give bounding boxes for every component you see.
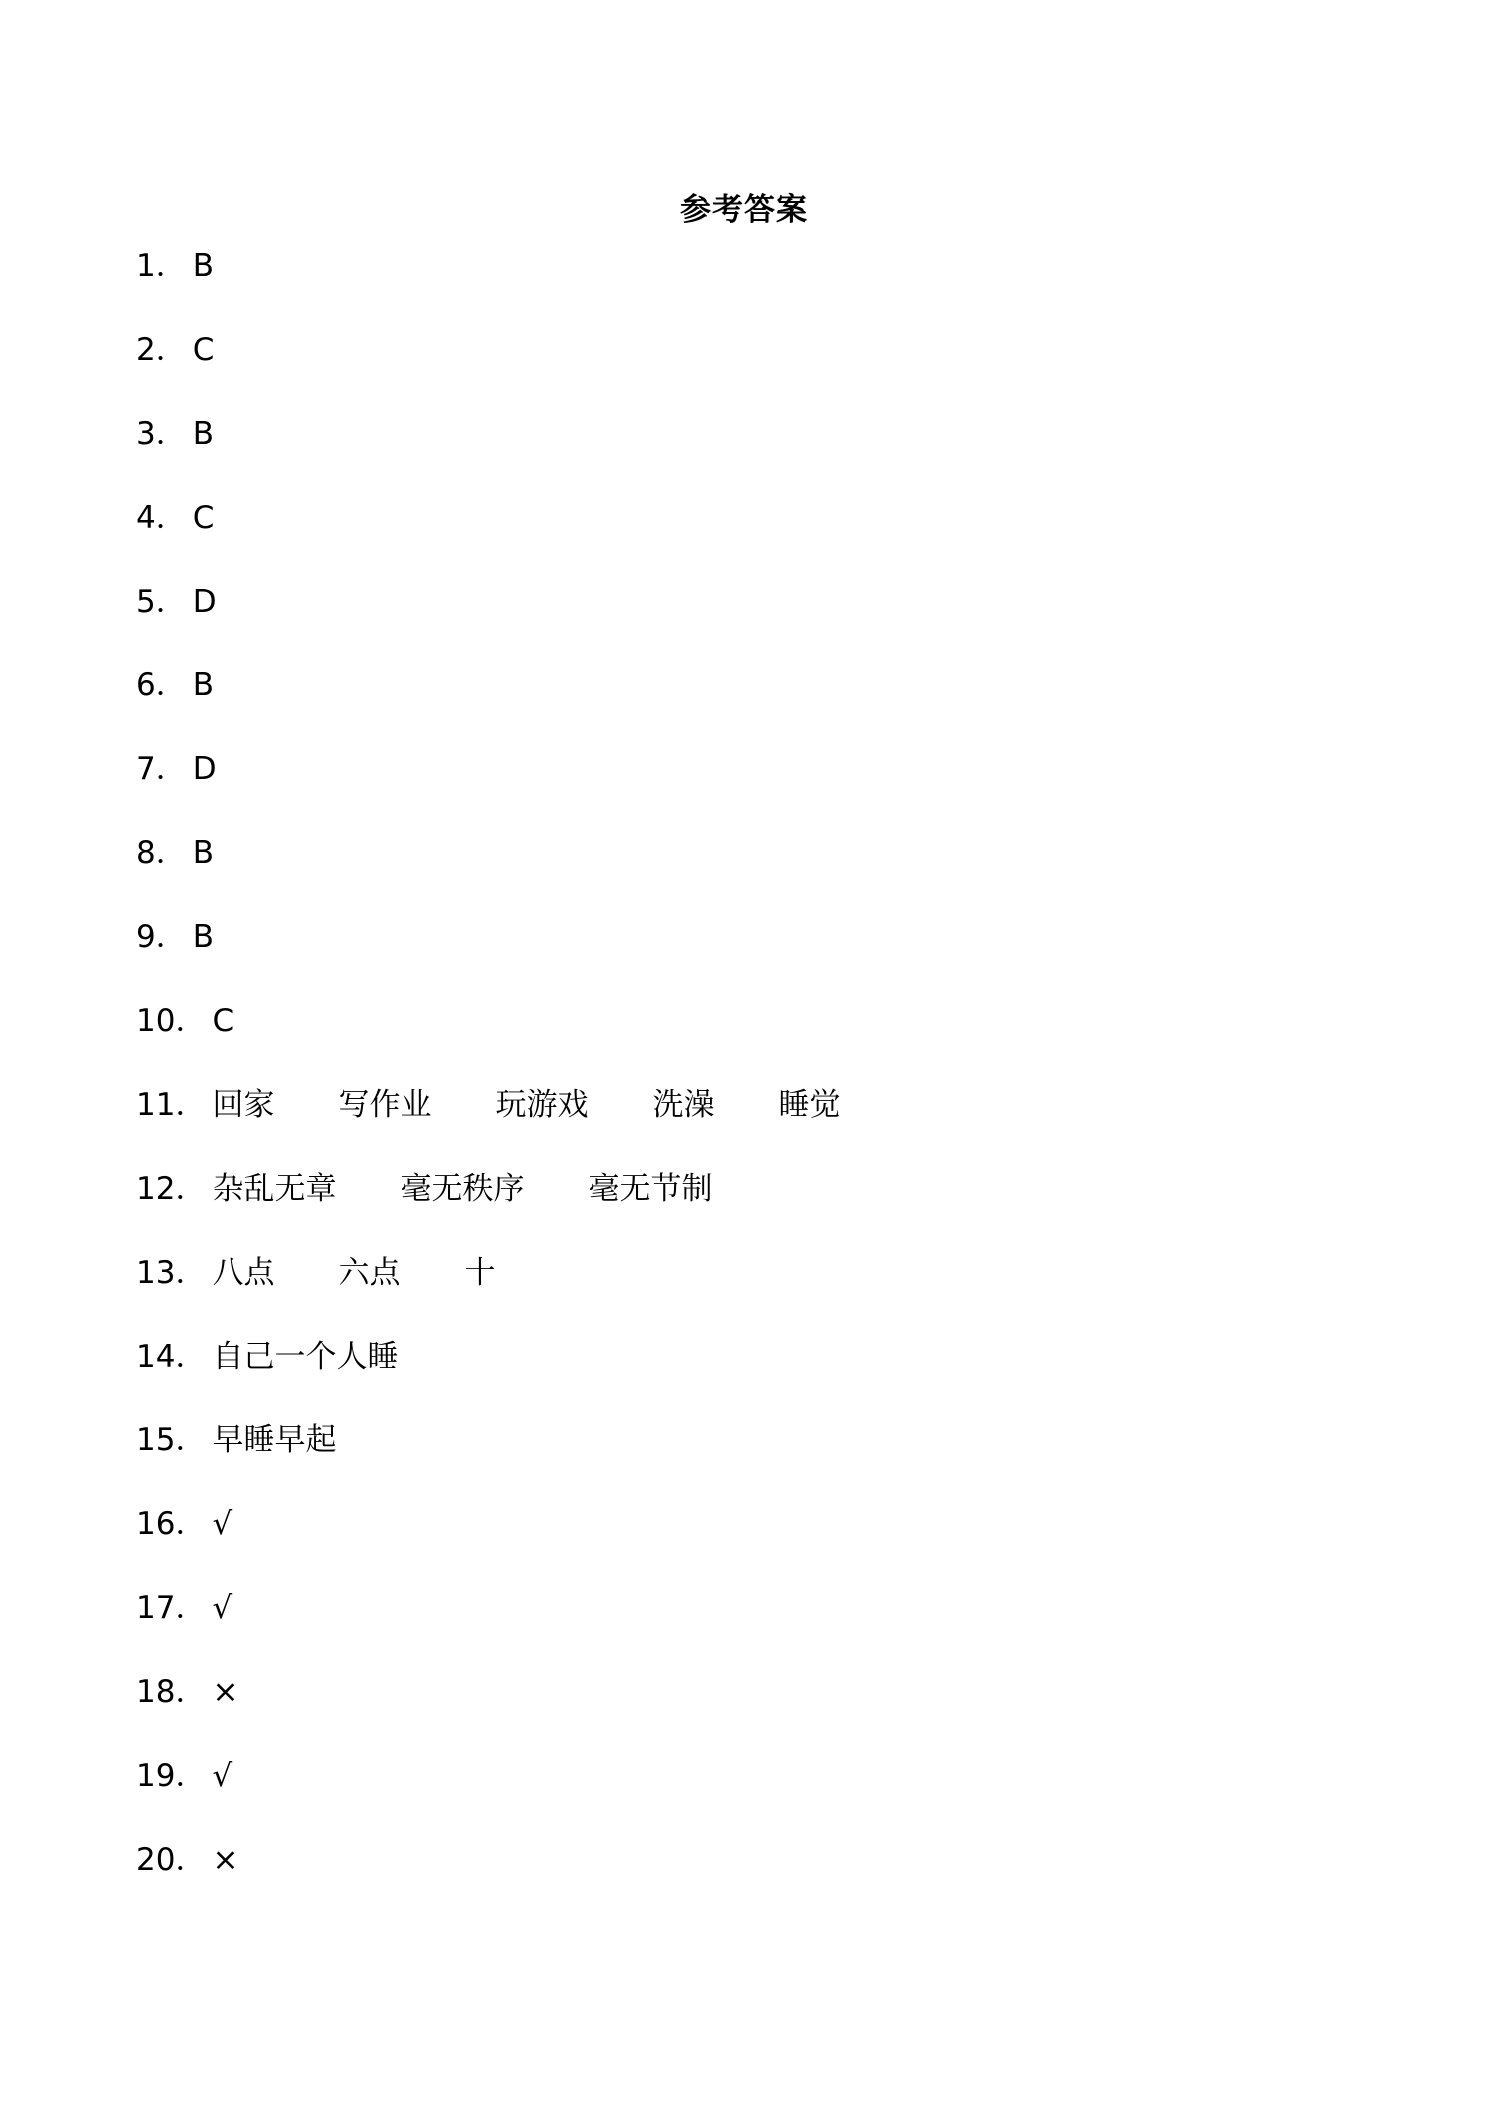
- answer-row: [136, 1251, 840, 1335]
- answer-separator: ．: [175, 1506, 207, 1543]
- answer-number: 6: [136, 667, 156, 704]
- answer-number: 12: [136, 1170, 176, 1207]
- answer-row: [136, 1670, 840, 1754]
- answer-row: [136, 1838, 840, 1922]
- answer-text: D: [192, 583, 217, 620]
- answer-row: [136, 244, 840, 328]
- answer-number: 20: [136, 1841, 176, 1878]
- answer-number: 1: [136, 248, 156, 284]
- answer-text: B: [192, 835, 215, 872]
- answer-text: √: [212, 1758, 233, 1795]
- answer-number: 10: [136, 1003, 176, 1040]
- page-title: 参考答案: [680, 192, 808, 228]
- answer-text: 洗澡: [652, 1086, 715, 1123]
- answer-separator: ．: [175, 1254, 207, 1291]
- answer-separator: ．: [155, 667, 187, 704]
- answer-text: √: [212, 1590, 233, 1627]
- answer-number: 4: [136, 499, 156, 536]
- answer-number: 3: [136, 415, 156, 452]
- answer-row: [136, 915, 840, 999]
- answer-number: 15: [136, 1422, 176, 1459]
- answer-separator: ．: [175, 1170, 207, 1207]
- answer-separator: ．: [155, 835, 187, 872]
- answer-text: 早睡早起: [212, 1422, 337, 1459]
- answer-row: [136, 496, 840, 580]
- answer-separator: ．: [155, 583, 187, 620]
- answer-row: [136, 580, 840, 664]
- answer-separator: ．: [175, 1841, 207, 1878]
- answer-number: 19: [136, 1758, 176, 1795]
- answer-row: [136, 412, 840, 496]
- answer-number: 18: [136, 1674, 176, 1711]
- answer-row: [136, 1586, 840, 1670]
- answer-number: 13: [136, 1254, 176, 1291]
- answer-row: [136, 1418, 840, 1502]
- answer-text: 睡觉: [778, 1086, 841, 1123]
- answer-text: ×: [212, 1674, 239, 1711]
- answer-number: 17: [136, 1590, 176, 1627]
- answer-separator: ．: [175, 1338, 207, 1375]
- answer-separator: ．: [155, 415, 187, 452]
- answer-row: [136, 1335, 840, 1419]
- answer-separator: ．: [155, 248, 187, 284]
- answer-text: D: [192, 751, 217, 788]
- answer-row: [136, 1083, 840, 1167]
- answer-text: 毫无节制: [588, 1170, 713, 1207]
- answer-text: ×: [212, 1841, 239, 1878]
- answer-row: [136, 1502, 840, 1586]
- answer-text: √: [212, 1506, 233, 1543]
- answer-separator: ．: [155, 499, 187, 536]
- answer-row: [136, 1167, 840, 1251]
- answer-separator: ．: [175, 1086, 207, 1123]
- answer-separator: ．: [175, 1590, 207, 1627]
- answer-text: 毫无秩序: [400, 1170, 525, 1207]
- answer-separator: ．: [175, 1003, 207, 1040]
- answer-number: 2: [136, 331, 156, 368]
- answer-text: 十: [464, 1254, 496, 1291]
- answer-text: B: [192, 415, 215, 452]
- answer-row: [136, 831, 840, 915]
- answer-text: C: [212, 1003, 235, 1040]
- answer-separator: ．: [175, 1758, 207, 1795]
- answer-text: 写作业: [338, 1086, 432, 1123]
- answer-number: 7: [136, 751, 156, 788]
- answer-separator: ．: [155, 751, 187, 788]
- answer-text: B: [192, 919, 215, 956]
- answer-text: C: [192, 499, 215, 536]
- answer-text: 玩游戏: [495, 1086, 589, 1123]
- answer-row: [136, 1754, 840, 1838]
- answer-separator: ．: [155, 331, 187, 368]
- answer-text: 自己一个人睡: [212, 1338, 399, 1375]
- answer-separator: ．: [175, 1422, 207, 1459]
- answer-number: 9: [136, 919, 156, 956]
- answer-separator: ．: [155, 919, 187, 956]
- answer-row: [136, 663, 840, 747]
- answer-row: [136, 328, 840, 412]
- answer-text: B: [192, 667, 215, 704]
- answer-text: C: [192, 331, 215, 368]
- answer-number: 16: [136, 1506, 176, 1543]
- answer-text: 六点: [338, 1254, 401, 1291]
- answer-text: 回家: [212, 1086, 275, 1123]
- answer-list: [136, 244, 840, 1922]
- answer-text: 八点: [212, 1254, 275, 1291]
- answer-number: 14: [136, 1338, 176, 1375]
- answer-row: [136, 747, 840, 831]
- answer-text: B: [192, 248, 215, 284]
- answer-number: 8: [136, 835, 156, 872]
- answer-separator: ．: [175, 1674, 207, 1711]
- answer-number: 5: [136, 583, 156, 620]
- answer-text: 杂乱无章: [212, 1170, 337, 1207]
- answer-row: [136, 999, 840, 1083]
- answer-number: 11: [136, 1086, 176, 1123]
